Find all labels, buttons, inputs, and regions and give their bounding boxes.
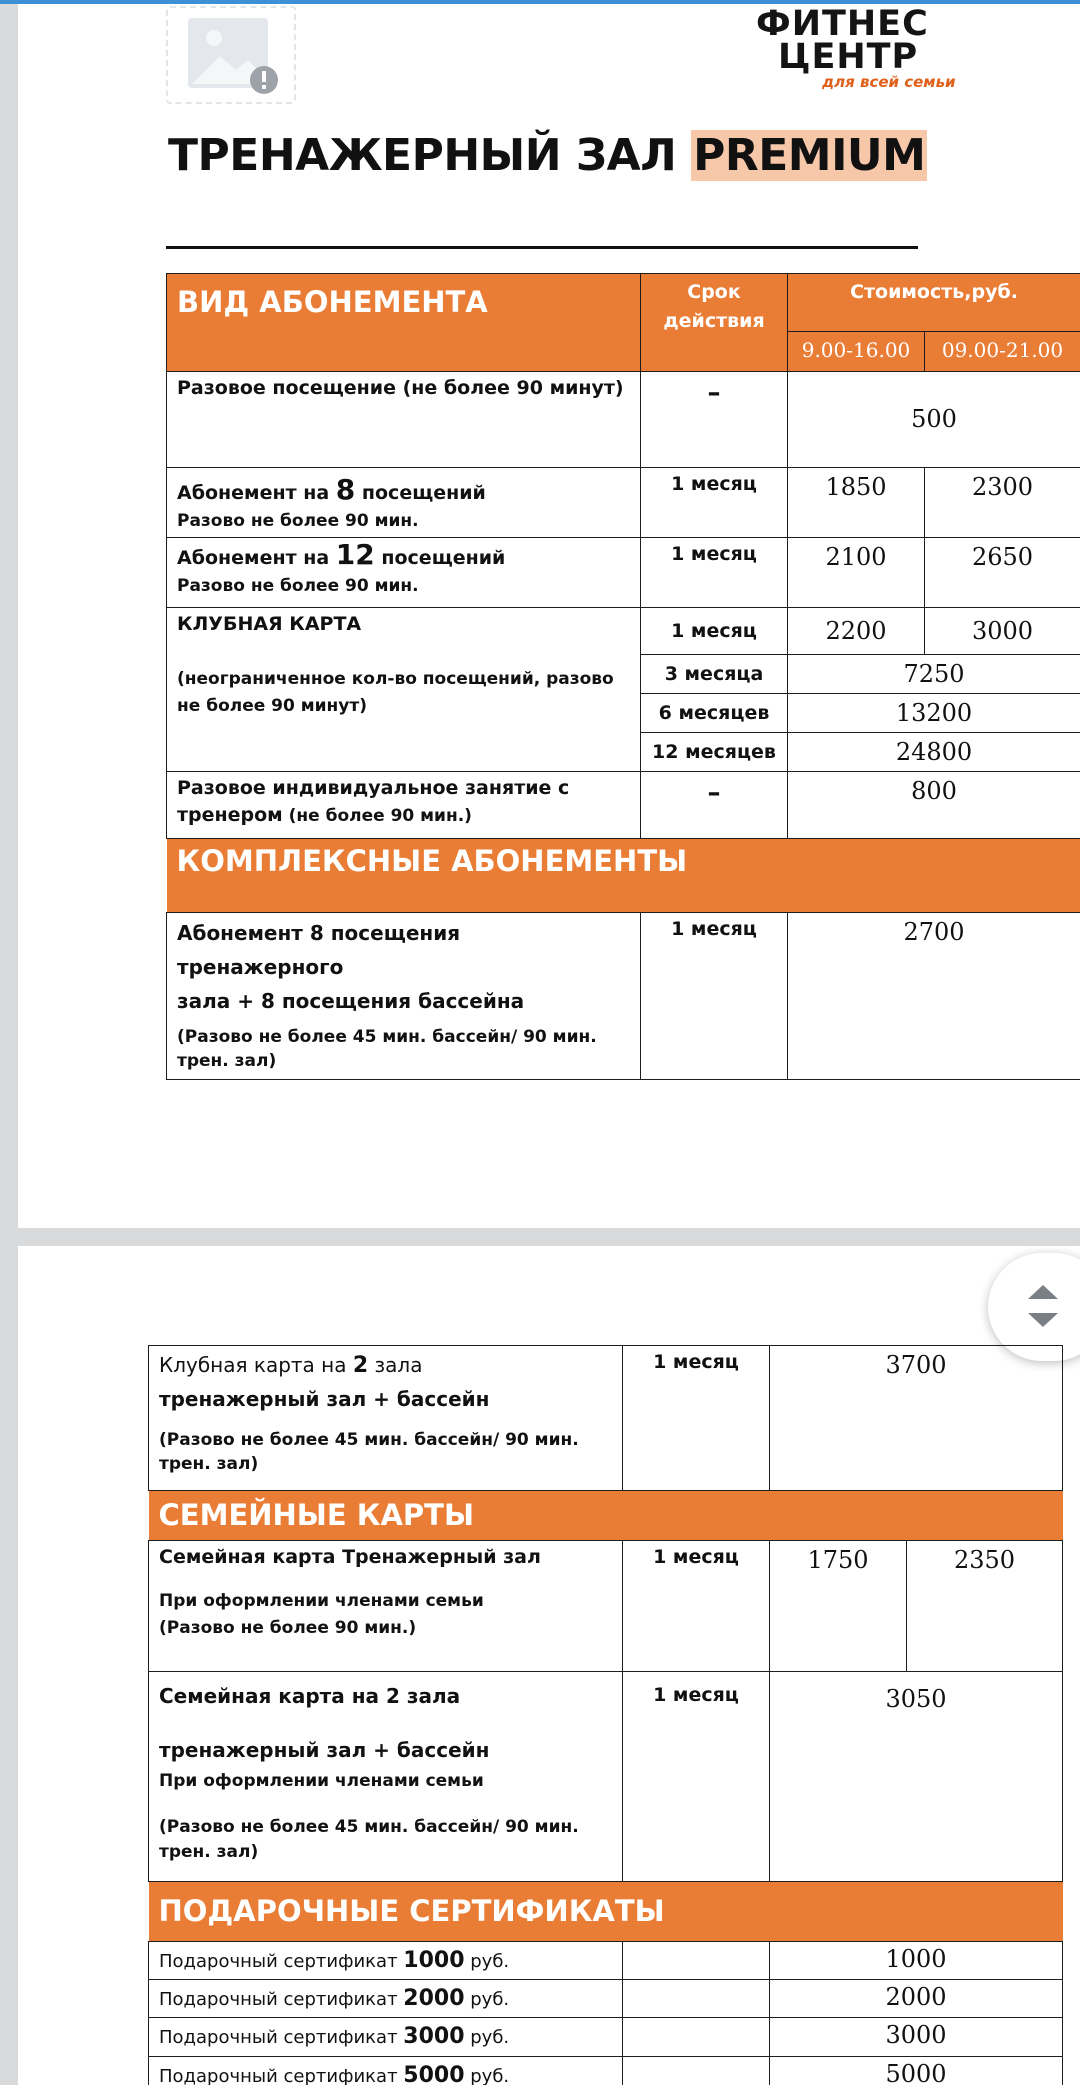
row-price: 24800 — [788, 733, 1080, 772]
row-price: 2000 — [770, 1980, 1063, 2018]
row-label-pre: Абонемент на — [177, 482, 336, 504]
section-title: ПОДАРОЧНЫЕ СЕРТИФИКАТЫ — [149, 1882, 1063, 1942]
header-term: Срок действия — [641, 274, 788, 372]
row-note: (неограниченное кол-во посещений, разово не более 90 минут) — [177, 668, 614, 716]
gift-post: руб. — [464, 1989, 510, 2011]
row-term: 1 месяц — [641, 538, 788, 608]
club-card-label: КЛУБНАЯ КАРТА — [177, 613, 362, 635]
header-time-2: 09.00-21.00 — [925, 332, 1080, 372]
gift-pre: Подарочный сертификат — [159, 1989, 404, 2011]
section-title: СЕМЕЙНЫЕ КАРТЫ — [149, 1491, 1063, 1541]
row-price-full: 3000 — [925, 608, 1080, 655]
scroll-down-icon[interactable] — [1028, 1313, 1058, 1327]
row-term: – — [641, 772, 788, 839]
title-main: ТРЕНАЖЕРНЫЙ ЗАЛ — [168, 130, 692, 181]
row-label-pre: Клубная карта на — [159, 1353, 353, 1377]
row-price-day: 2100 — [788, 538, 925, 608]
gift-post: руб. — [464, 2065, 510, 2085]
row-label-num: 2 — [386, 1684, 400, 1708]
row-label: Разовое посещение (не более 90 минут) — [167, 372, 641, 468]
row-term-empty — [623, 2018, 770, 2056]
row-label — [149, 1980, 623, 2018]
row-price: 7250 — [788, 655, 1080, 694]
combo-line-2: зала + 8 посещения бассейна — [177, 989, 525, 1014]
row-label-pre: Семейная карта на — [159, 1684, 387, 1708]
row-note: Разово не более 90 мин. — [177, 575, 419, 596]
row-term: 12 месяцев — [641, 733, 788, 772]
logo-tagline: для всей семьи — [822, 73, 956, 91]
row-label-num: 2 — [352, 1353, 369, 1378]
row-price: 1000 — [770, 1942, 1063, 1980]
table-header-row — [167, 274, 1080, 332]
row-term: 1 месяц — [641, 608, 788, 655]
fitness-center-logo — [756, 4, 996, 91]
row-note: (Разово не более 45 мин. бассейн/ 90 мин. трен. зал) — [177, 1027, 597, 1072]
row-note: (не более 90 мин.) — [282, 806, 472, 827]
row-price: 3050 — [770, 1672, 1063, 1882]
combo-line-1: Абонемент 8 посещения тренажерного — [177, 921, 461, 980]
row-label — [149, 1346, 623, 1491]
table-row — [167, 913, 1080, 1080]
scroll-up-icon[interactable] — [1028, 1285, 1058, 1299]
gift-pre: Подарочный сертификат — [159, 2065, 404, 2085]
row-term: 1 месяц — [623, 1346, 770, 1491]
row-price: 13200 — [788, 694, 1080, 733]
row-term: – — [641, 372, 788, 468]
row-term: 1 месяц — [641, 913, 788, 1080]
gift-num: 3000 — [403, 2024, 465, 2050]
row-label-post: зала — [368, 1353, 423, 1377]
row-label-post: посещений — [355, 482, 486, 504]
table-row — [167, 608, 1080, 655]
section-heading-complex — [167, 839, 1080, 913]
price-table-2 — [148, 1345, 1063, 2085]
row-note: Разово не более 90 мин. — [177, 510, 419, 531]
header-cost: Стоимость,руб. — [788, 274, 1080, 332]
table-row — [149, 1346, 1063, 1491]
row-price-day: 1750 — [770, 1541, 907, 1672]
table-row — [149, 2056, 1063, 2085]
table-row — [149, 1672, 1063, 1882]
document-page-1 — [18, 4, 1080, 1228]
section-heading-family — [149, 1491, 1063, 1541]
gift-post: руб. — [464, 2027, 510, 2049]
table-row — [149, 1980, 1063, 2018]
table-row — [149, 1942, 1063, 1980]
row-price: 800 — [788, 772, 1080, 839]
row-label-post: посещений — [374, 547, 506, 569]
row-note-2: (Разово не более 45 мин. бассейн/ 90 мин. трен. зал) — [159, 1817, 579, 1862]
row-term-empty — [623, 1980, 770, 2018]
row-price-day: 1850 — [788, 468, 925, 538]
row-label — [149, 2056, 623, 2085]
row-term-empty — [623, 2056, 770, 2085]
row-price: 3700 — [770, 1346, 1063, 1491]
header-time-1: 9.00-16.00 — [788, 332, 925, 372]
row-label-line2: тренажерный зал + бассейн — [159, 1738, 490, 1763]
title-underline — [166, 246, 918, 249]
row-price-day: 2200 — [788, 608, 925, 655]
row-price-full: 2350 — [907, 1541, 1063, 1672]
row-term: 6 месяцев — [641, 694, 788, 733]
row-note-1: При оформлении членами семьи — [159, 1590, 484, 1611]
title-highlight: PREMIUM — [693, 130, 926, 181]
gift-num: 1000 — [403, 1948, 465, 1973]
price-table-1 — [166, 273, 1080, 1080]
row-price: 3000 — [770, 2018, 1063, 2056]
table-row — [149, 1541, 1063, 1672]
row-price: 2700 — [788, 913, 1080, 1080]
row-price-full: 2650 — [925, 538, 1080, 608]
row-price-full: 2300 — [925, 468, 1080, 538]
row-price: 5000 — [770, 2056, 1063, 2085]
gift-num: 2000 — [403, 1986, 465, 2012]
trainer-label: Разовое индивидуальное занятие с тренером — [177, 777, 570, 827]
row-label-num: 12 — [335, 538, 375, 571]
row-label — [149, 2018, 623, 2056]
row-label-line2: тренажерный зал + бассейн — [159, 1387, 490, 1412]
gift-pre: Подарочный сертификат — [159, 1951, 404, 1972]
row-term-empty — [623, 1942, 770, 1980]
header-type: ВИД АБОНЕМЕНТА — [167, 274, 641, 372]
logo-line-1: ФИТНЕС — [756, 4, 929, 44]
row-term: 1 месяц — [623, 1672, 770, 1882]
row-label — [149, 1942, 623, 1980]
row-label-post: зала — [399, 1684, 461, 1708]
row-label — [167, 608, 641, 772]
row-note: (Разово не более 45 мин. бассейн/ 90 мин. трен. зал) — [159, 1430, 579, 1474]
table-row — [167, 468, 1080, 538]
page-title — [168, 130, 927, 181]
table-row — [149, 2018, 1063, 2056]
row-note-2: (Разово не более 90 мин.) — [159, 1618, 417, 1639]
row-label — [167, 468, 641, 538]
row-label — [167, 538, 641, 608]
row-note-1: При оформлении членами семьи — [159, 1770, 484, 1791]
row-label-num: 8 — [335, 473, 356, 506]
section-title: КОМПЛЕКСНЫЕ АБОНЕМЕНТЫ — [167, 839, 1080, 913]
gift-pre: Подарочный сертификат — [159, 2027, 404, 2049]
table-row — [167, 772, 1080, 839]
row-label — [149, 1672, 623, 1882]
logo-line-2: ЦЕНТР — [778, 37, 919, 77]
row-price: 500 — [788, 372, 1080, 468]
table-row — [167, 372, 1080, 468]
section-heading-gifts — [149, 1882, 1063, 1942]
row-term: 1 месяц — [623, 1541, 770, 1672]
row-label-pre: Абонемент на — [177, 547, 336, 569]
table-row — [167, 538, 1080, 608]
row-term: 1 месяц — [641, 468, 788, 538]
row-term: 3 месяца — [641, 655, 788, 694]
row-label — [149, 1541, 623, 1672]
gift-post: руб. — [464, 1951, 510, 1972]
row-label — [167, 913, 641, 1080]
image-error-icon — [166, 6, 296, 104]
family-gym-label: Семейная карта Тренажерный зал — [159, 1546, 541, 1568]
row-label — [167, 772, 641, 839]
gift-num: 5000 — [403, 2062, 465, 2085]
